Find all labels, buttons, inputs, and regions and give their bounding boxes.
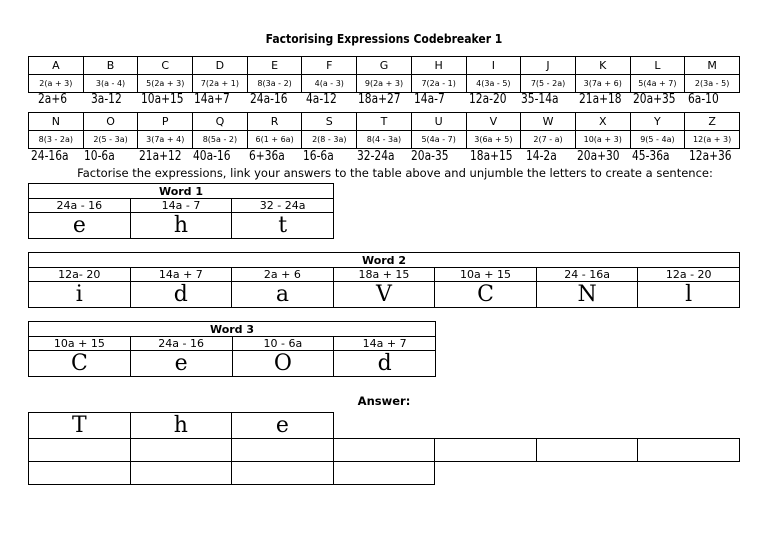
handwritten-expansion: 21a+18 [579,92,622,107]
answer-cell[interactable]: e [130,351,232,377]
letter-cell: M [685,57,740,75]
answer-letter-cell[interactable] [333,462,435,485]
handwritten-expansion: 18a+27 [358,92,401,107]
expression-cell: 7(5 - 2a) [521,75,576,93]
expression-cell: 3(7a + 6) [575,75,630,93]
word-expression: 24a - 16 [29,199,131,213]
handwritten-expansion: 12a-20 [469,92,507,107]
word-expression: 32 - 24a [232,199,334,213]
letter-cell: O [83,113,138,131]
answer-cell[interactable]: N [536,282,638,308]
answer-cell[interactable]: C [435,282,537,308]
answer-cell[interactable]: h [130,213,232,239]
handwritten-expansion: 14-2a [526,149,557,164]
answer-cell[interactable]: V [333,282,435,308]
answer-letter-cell[interactable] [232,439,334,462]
letter-cell: D [193,57,248,75]
expression-cell: 6(1 + 6a) [247,131,302,149]
letter-cell: N [29,113,84,131]
handwritten-expansion: 6a-10 [688,92,719,107]
letter-cell: Y [630,113,685,131]
expression-cell: 5(4a - 7) [411,131,466,149]
answer-cell[interactable]: d [130,282,232,308]
word-expression: 2a + 6 [232,268,334,282]
handwritten-expansion: 20a+35 [633,92,676,107]
answer-letter-cell[interactable] [638,439,740,462]
expression-cell: 4(a - 3) [302,75,357,93]
expression-cell: 2(8 - 3a) [302,131,357,149]
answer-letter-cell[interactable] [638,462,740,485]
handwritten-expansion: 20a+30 [577,149,620,164]
expression-cell: 3(7a + 4) [138,131,193,149]
handwritten-expansion: 14a-7 [414,92,445,107]
expression-cell: 2(3a - 5) [685,75,740,93]
expression-cell: 9(5 - 4a) [630,131,685,149]
letter-cell: S [302,113,357,131]
expression-cell: 7(2a - 1) [411,75,466,93]
word-expression: 10a + 15 [29,337,131,351]
handwritten-expansion: 45-36a [632,149,670,164]
word1-table [28,183,334,239]
handwritten-expansion: 12a+36 [689,149,732,164]
word-expression: 14a + 7 [130,268,232,282]
answer-cell[interactable]: e [29,213,131,239]
letter-row [29,113,740,131]
letter-cell: I [466,57,521,75]
handwritten-expansion: 4a-12 [306,92,337,107]
expression-row [29,75,740,93]
letter-cell: L [630,57,685,75]
letter-cell: E [247,57,302,75]
word-expression: 14a - 7 [130,199,232,213]
handwritten-expansion: 10-6a [84,149,115,164]
expression-cell: 12(a + 3) [685,131,740,149]
handwritten-expansion: 35-14a [521,92,559,107]
letter-cell: G [357,57,412,75]
word-expression: 10a + 15 [435,268,537,282]
word-label: Word 2 [29,253,740,268]
answer-cell[interactable]: a [232,282,334,308]
word-expression: 12a - 20 [638,268,740,282]
handwritten-expansion: 21a+12 [139,149,182,164]
word-expression: 24a - 16 [130,337,232,351]
handwritten-expansion: 18a+15 [470,149,513,164]
letter-cell: U [411,113,466,131]
answer-letter-cell[interactable] [435,439,537,462]
handwritten-expansion: 6+36a [249,149,285,164]
answer-cell[interactable]: l [638,282,740,308]
handwritten-expansion: 24-16a [31,149,69,164]
word-expression: 24 - 16a [536,268,638,282]
letter-cell: H [411,57,466,75]
word-expression: 14a + 7 [334,337,436,351]
letter-cell: Q [193,113,248,131]
letter-cell: B [83,57,138,75]
expression-cell: 3(a - 4) [83,75,138,93]
expression-cell: 8(3 - 2a) [29,131,84,149]
expression-cell: 2(a + 3) [29,75,84,93]
expression-cell: 8(5a - 2) [193,131,248,149]
handwritten-expansion: 32-24a [357,149,395,164]
code-table-row2 [28,112,740,149]
answer-label: Answer: [357,394,411,408]
handwritten-expansion: 40a-16 [193,149,231,164]
answer-cell[interactable]: C [29,351,131,377]
word2-table [28,252,740,308]
answer-cell[interactable]: t [232,213,334,239]
expression-cell: 3(6a + 5) [466,131,521,149]
word-expression: 18a + 15 [333,268,435,282]
expression-cell: 7(2a + 1) [193,75,248,93]
letter-cell: W [521,113,576,131]
letter-cell: X [575,113,630,131]
answer-letter-cell[interactable] [232,462,334,485]
letter-cell: J [521,57,576,75]
answer-letter-cell[interactable] [29,462,131,485]
word3-table [28,321,436,377]
letter-cell: T [357,113,412,131]
expression-cell: 5(4a + 7) [630,75,685,93]
handwritten-expansion: 10a+15 [141,92,184,107]
code-table-row1 [28,56,740,93]
word-expression: 12a- 20 [29,268,131,282]
letter-cell: Z [685,113,740,131]
answer-letter-cell[interactable] [435,462,537,485]
letter-cell: P [138,113,193,131]
expression-row [29,131,740,149]
answer-cell[interactable]: d [334,351,436,377]
letter-cell: C [138,57,193,75]
instructions: Factorise the expressions, link your answers to the table above and unjumble the letters to create a sentence: [77,166,713,180]
answer-letter-cell[interactable] [536,439,638,462]
handwritten-expansion: 3a-12 [91,92,122,107]
answer-table [28,412,740,485]
answer-letter-cell[interactable] [536,462,638,485]
answer-letter-cell[interactable]: h [130,413,232,439]
answer-letter-cell[interactable] [333,413,435,439]
word-label: Word 3 [29,322,436,337]
answer-letter-cell[interactable] [638,413,740,439]
handwritten-expansion: 14a+7 [194,92,230,107]
handwritten-expansion: 16-6a [303,149,334,164]
handwritten-expansion: 2a+6 [38,92,68,107]
word-label: Word 1 [29,184,334,199]
answer-letter-cell[interactable]: e [232,413,334,439]
letter-row [29,57,740,75]
expression-cell: 2(7 - a) [521,131,576,149]
letter-cell: F [302,57,357,75]
letter-cell: V [466,113,521,131]
answer-letter-cell[interactable] [333,439,435,462]
expression-cell: 8(4 - 3a) [357,131,412,149]
answer-letter-cell[interactable] [536,413,638,439]
letter-cell: A [29,57,84,75]
handwritten-expansion: 24a-16 [250,92,288,107]
answer-letter-cell[interactable] [130,439,232,462]
answer-letter-cell[interactable] [435,413,537,439]
expression-cell: 10(a + 3) [575,131,630,149]
worksheet-title: Factorising Expressions Codebreaker 1 [265,32,503,46]
answer-letter-cell[interactable]: T [29,413,131,439]
expression-cell: 4(3a - 5) [466,75,521,93]
expression-cell: 2(5 - 3a) [83,131,138,149]
expression-cell: 8(3a - 2) [247,75,302,93]
answer-cell[interactable]: O [232,351,334,377]
letter-cell: R [247,113,302,131]
answer-letter-cell[interactable] [130,462,232,485]
answer-letter-cell[interactable] [29,439,131,462]
word-expression: 10 - 6a [232,337,334,351]
letter-cell: K [575,57,630,75]
answer-cell[interactable]: i [29,282,131,308]
expression-cell: 9(2a + 3) [357,75,412,93]
expression-cell: 5(2a + 3) [138,75,193,93]
handwritten-expansion: 20a-35 [411,149,449,164]
